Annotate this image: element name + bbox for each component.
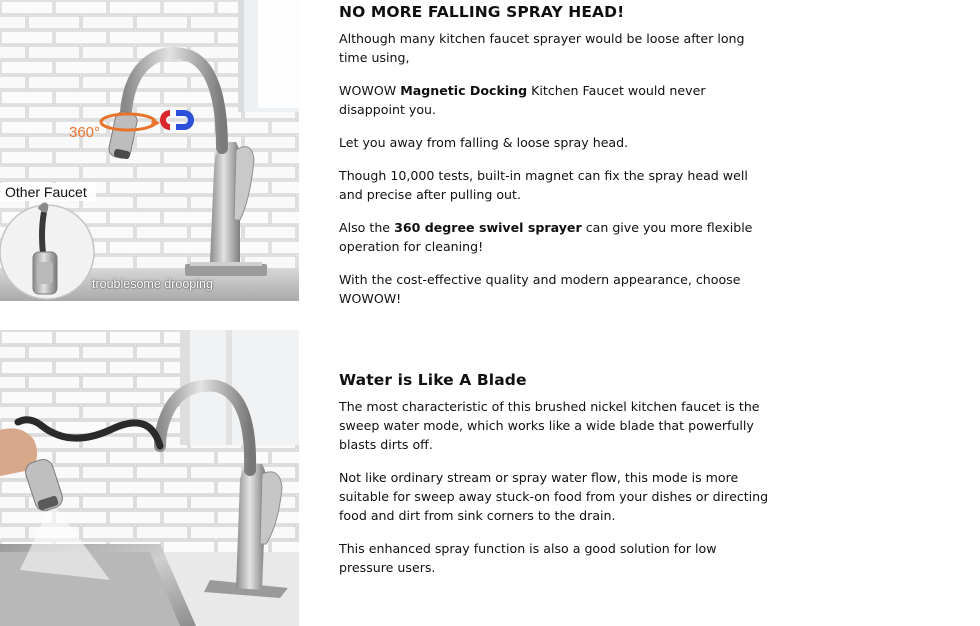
paragraph-text: Kitchen Faucet would never disappoint you. [339,83,706,117]
section-heading: NO MORE FALLING SPRAY HEAD! [339,3,625,21]
faucet-magnetic-image [0,0,299,301]
other-faucet-label: Other Faucet [5,184,87,200]
feature-text-block [339,2,771,322]
paragraph-5 [339,218,771,256]
feature-module-magnetic-docking [0,0,980,306]
paragraph-text: Though 10,000 tests, built-in magnet can fix the spray head well and precise after pulling out. [339,168,748,202]
feature-module-blade-water [0,330,980,626]
paragraph-2: Not like ordinary stream or spray water flow, this mode is more suitable for sweep away stuck-on food from your dishes or directing food and dirt from sink corners to the drain. [339,470,769,523]
paragraph-emphasis: Magnetic Docking [400,83,528,98]
feature-text-block [339,370,771,591]
badge-360-label: 360° [69,124,101,141]
paragraph-text: With the cost-effective quality and modern appearance, choose WOWOW! [339,272,741,306]
section-heading: Water is Like A Blade [339,371,527,389]
paragraph-text: Although many kitchen faucet sprayer would be loose after long time using, [339,31,745,65]
faucet-spray-image [0,330,299,626]
paragraph-text: can give you more flexible operation for cleaning! [339,220,753,254]
paragraph-emphasis: 360 degree swivel sprayer [394,220,582,235]
paragraph-6 [339,270,771,308]
paragraph-3: This enhanced spray function is also a good solution for low pressure users. [339,541,717,575]
paragraph-2 [339,81,771,119]
paragraph-1: The most characteristic of this brushed nickel kitchen faucet is the sweep water mode, which works like a wide blade that powerfully blasts dirts off. [339,399,760,452]
paragraph-4 [339,166,771,204]
paragraph-text: Also the [339,220,395,235]
paragraph-1 [339,29,771,67]
paragraph-3 [339,133,771,152]
drooping-caption: troublesome drooping [92,277,213,291]
paragraph-text: WOWOW [339,83,401,98]
paragraph-text: Let you away from falling & loose spray head. [339,135,629,150]
